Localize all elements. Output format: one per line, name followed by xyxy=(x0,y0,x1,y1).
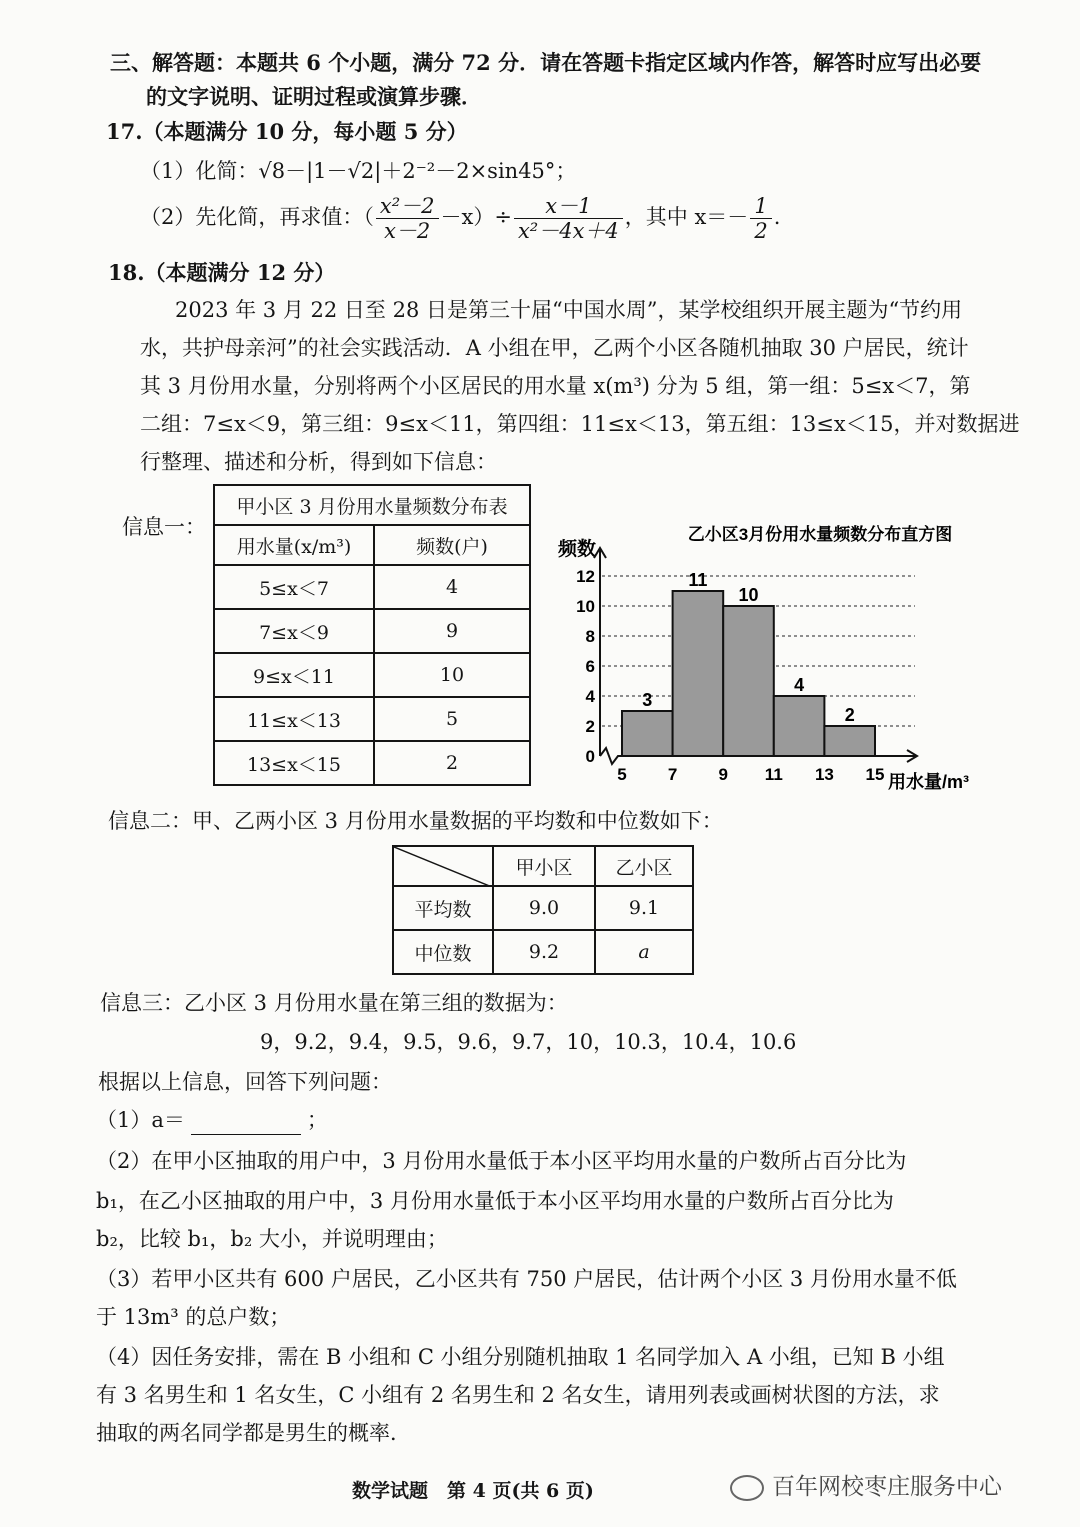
table2-median-yi: a xyxy=(595,930,693,974)
q17-f2-denominator: x²－4x＋4 xyxy=(517,219,619,243)
watermark-text: 百年网校枣庄服务中心 xyxy=(772,1473,1002,1499)
table1-col-usage: 用水量(x/m³) xyxy=(214,525,374,565)
x-tick-label: 7 xyxy=(667,765,678,784)
answer2-line3: b₂，比较 b₁，b₂ 大小，并说明理由； xyxy=(96,1227,448,1251)
bar-data-label: 2 xyxy=(844,705,855,725)
y-tick-label: 4 xyxy=(585,687,595,706)
answer1-blank xyxy=(191,1112,301,1135)
diagonal-line xyxy=(394,847,492,887)
table2-row-median: 中位数 xyxy=(393,930,493,974)
table1-title: 甲小区 3 月份用水量频数分布表 xyxy=(214,485,530,525)
histogram-yi xyxy=(550,510,990,800)
answer1 xyxy=(96,1105,328,1135)
chart-y-label: 频数 xyxy=(558,539,597,560)
answer2-line1: （2）在甲小区抽取的用户中，3 月份用水量低于本小区平均用水量的户数所占百分比为 xyxy=(96,1149,907,1173)
info3-data: 9，9.2，9.4，9.5，9.6，9.7，10，10.3，10.4，10.6 xyxy=(260,1030,797,1054)
info1-label: 信息一： xyxy=(122,515,206,539)
bar-data-label: 10 xyxy=(738,585,759,605)
x-tick-label: 15 xyxy=(865,765,885,784)
q17-header: 17.（本题满分 10 分，每小题 5 分） xyxy=(106,119,468,144)
q17-f1-denominator: x－2 xyxy=(384,219,431,243)
q18-para-line5: 行整理、描述和分析，得到如下信息： xyxy=(140,450,497,474)
bar-data-label: 11 xyxy=(688,570,708,590)
table-jia-frequency xyxy=(213,484,531,786)
table1-range: 9≤x＜11 xyxy=(214,653,374,697)
answer1-suffix: ； xyxy=(306,1108,328,1132)
watermark xyxy=(730,1468,1002,1501)
q18-para-line3: 其 3 月份用水量，分别将两个小区居民的用水量 x(m³) 分为 5 组，第一组：5≤x＜7，第 xyxy=(140,374,971,398)
table2-row-mean: 平均数 xyxy=(393,886,493,930)
table1-freq: 9 xyxy=(374,609,530,653)
q17-part2-where: ，其中 x＝－ xyxy=(624,205,749,229)
y-tick-label: 12 xyxy=(576,567,595,586)
table1-range: 13≤x＜15 xyxy=(214,741,374,785)
q17-f1-numerator: x²－2 xyxy=(376,194,439,219)
page-footer: 数学试题 第 4 页(共 6 页) xyxy=(352,1480,594,1502)
q17-f3-denominator: 2 xyxy=(754,219,768,243)
chart-title: 乙小区3月份用水量频数分布直方图 xyxy=(687,525,953,544)
table1-freq: 10 xyxy=(374,653,530,697)
info3: 信息三：乙小区 3 月份用水量在第三组的数据为： xyxy=(100,991,568,1015)
answer4-line3: 抽取的两名同学都是男生的概率． xyxy=(96,1421,411,1445)
q17-fraction-2 xyxy=(514,194,623,243)
table2-median-jia: 9.2 xyxy=(493,930,595,974)
q17-f3-numerator: 1 xyxy=(750,194,771,219)
q17-fraction-3 xyxy=(750,194,771,243)
y-tick-label: 8 xyxy=(585,627,595,646)
table2-col-yi: 乙小区 xyxy=(595,846,693,886)
answer4-line1: （4）因任务安排，需在 B 小组和 C 小组分别随机抽取 1 名同学加入 A 小组，已知 B 小组 xyxy=(96,1345,945,1369)
prompt: 根据以上信息，回答下列问题： xyxy=(98,1070,392,1094)
answer3-line2: 于 13m³ 的总户数； xyxy=(96,1305,291,1329)
x-tick-label: 13 xyxy=(814,765,834,784)
answer4-line2: 有 3 名男生和 1 名女生，C 小组有 2 名男生和 2 名女生，请用列表或画树状图的方法，求 xyxy=(96,1383,940,1407)
y-tick-label: 2 xyxy=(585,717,595,736)
y-tick-label: 6 xyxy=(585,657,595,676)
q17-part1: （1）化简：√8－|1－√2|＋2⁻²－2×sin45°； xyxy=(140,159,577,183)
section-heading-line1: 三、解答题：本题共 6 个小题，满分 72 分．请在答题卡指定区域内作答，解答时应写出必要 xyxy=(110,50,982,75)
table1-range: 7≤x＜9 xyxy=(214,609,374,653)
table-mean-median xyxy=(392,845,694,975)
q17-part2 xyxy=(140,194,780,243)
table1-range: 11≤x＜13 xyxy=(214,697,374,741)
bar-data-label: 3 xyxy=(642,690,653,710)
table1-freq: 4 xyxy=(374,565,530,609)
table1-freq: 2 xyxy=(374,741,530,785)
y-tick-label: 0 xyxy=(585,747,595,766)
q17-f2-numerator: x－1 xyxy=(514,194,623,219)
wechat-icon xyxy=(730,1475,764,1501)
table2-col-jia: 甲小区 xyxy=(493,846,595,886)
x-tick-label: 5 xyxy=(617,765,627,784)
q18-para-line2: 水，共护母亲河”的社会实践活动．A 小组在甲，乙两个小区各随机抽取 30 户居民，统计 xyxy=(140,336,969,360)
table2-mean-jia: 9.0 xyxy=(493,886,595,930)
histogram-bar xyxy=(824,726,875,756)
table1-col-freq: 频数(户) xyxy=(374,525,530,565)
info2: 信息二：甲、乙两小区 3 月份用水量数据的平均数和中位数如下： xyxy=(108,809,723,833)
table2-mean-yi: 9.1 xyxy=(595,886,693,930)
table1-range: 5≤x＜7 xyxy=(214,565,374,609)
q18-header: 18.（本题满分 12 分） xyxy=(108,260,336,285)
histogram-bar xyxy=(622,711,673,756)
histogram-bar xyxy=(723,606,774,756)
x-tick-label: 11 xyxy=(764,765,783,784)
table1-freq: 5 xyxy=(374,697,530,741)
q18-para-line1: 2023 年 3 月 22 日至 28 日是第三十届“中国水周”，某学校组织开展主题为“节约用 xyxy=(175,298,963,322)
x-tick-label: 9 xyxy=(718,765,728,784)
chart-x-label: 用水量/m³ xyxy=(888,772,969,792)
bar-data-label: 4 xyxy=(794,675,805,695)
q17-fraction-1 xyxy=(376,194,439,243)
q18-para-line4: 二组：7≤x＜9，第三组：9≤x＜11，第四组：11≤x＜13，第五组：13≤x＜15，并对数据进 xyxy=(140,412,1020,436)
q17-part2-prefix: （2）先化简，再求值：（ xyxy=(140,205,374,229)
answer2-line2: b₁，在乙小区抽取的用户中，3 月份用水量低于本小区平均用水量的户数所占百分比为 xyxy=(96,1189,894,1213)
answer3-line1: （3）若甲小区共有 600 户居民，乙小区共有 750 户居民，估计两个小区 3 月份用水量不低 xyxy=(96,1267,957,1291)
q17-part2-mid: －x）÷ xyxy=(440,205,512,229)
answer1-prefix: （1）a＝ xyxy=(96,1108,185,1132)
y-tick-label: 10 xyxy=(576,597,595,616)
q17-part2-end: . xyxy=(773,205,781,229)
section-heading-line2: 的文字说明、证明过程或演算步骤． xyxy=(146,84,482,109)
histogram-bar xyxy=(774,696,825,756)
histogram-bar xyxy=(673,591,724,756)
table2-corner-cell xyxy=(393,846,493,886)
